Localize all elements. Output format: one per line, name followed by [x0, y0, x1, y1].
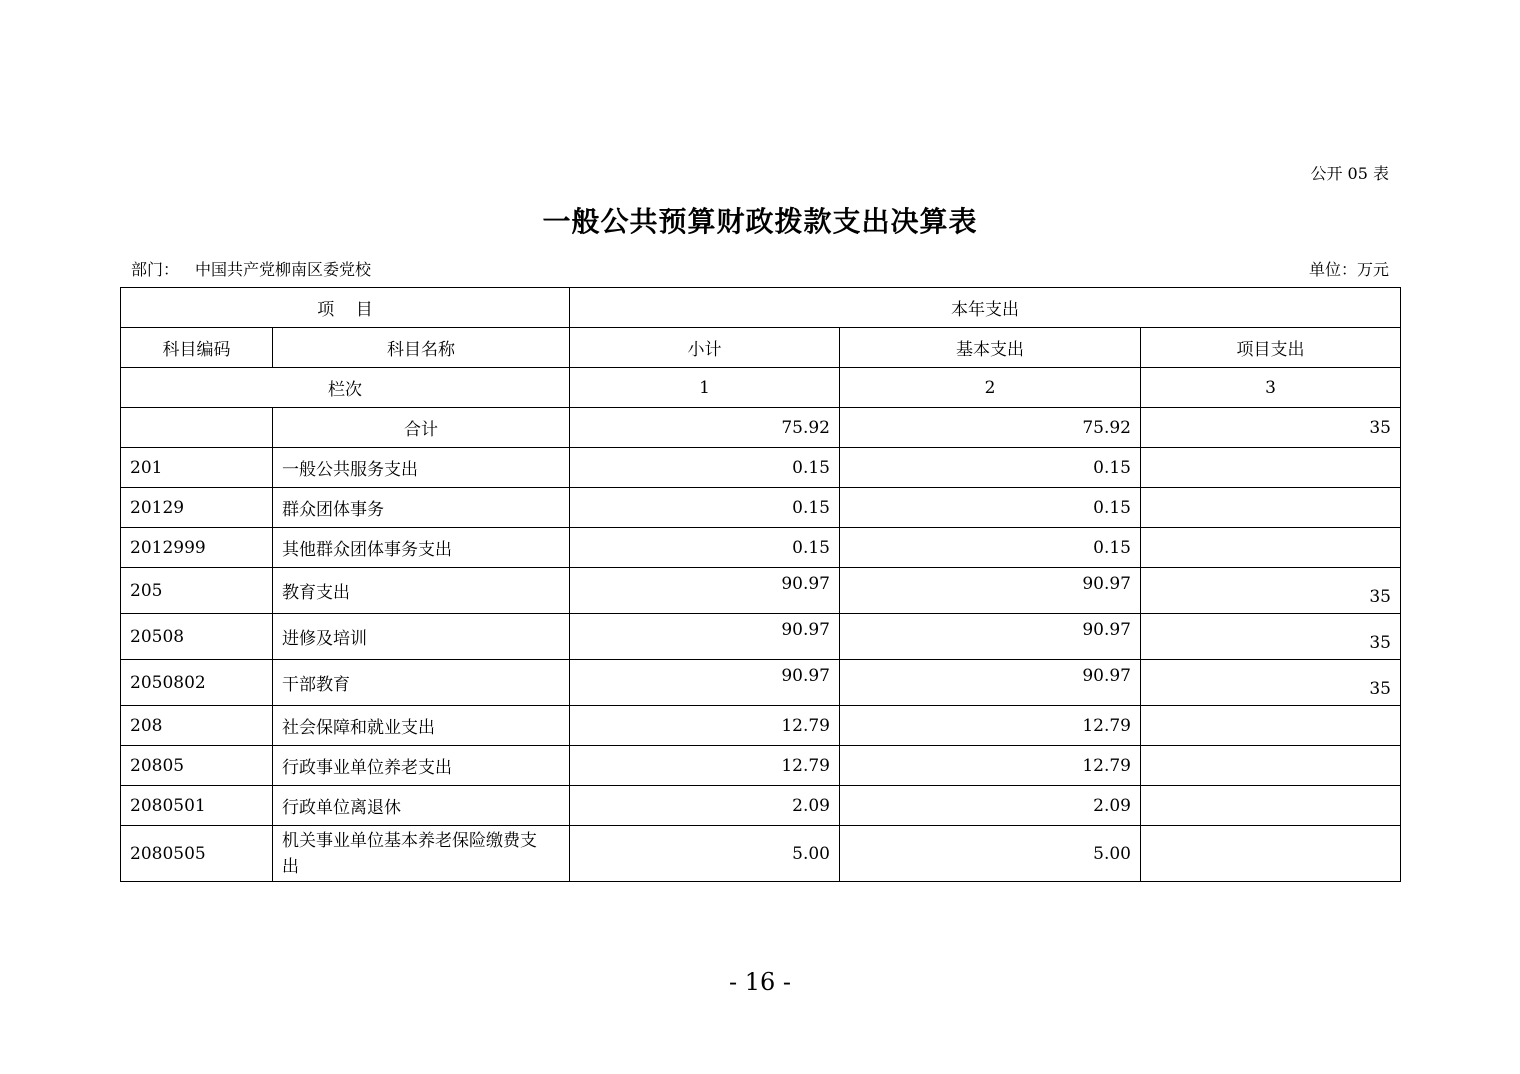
row-basic: 90.97 [840, 568, 1141, 614]
department [131, 257, 371, 280]
header-row-1 [121, 288, 1401, 328]
row-name: 一般公共服务支出 [273, 448, 570, 488]
row-code: 2050802 [121, 660, 273, 706]
column-number-3: 3 [1141, 368, 1401, 408]
header-subtotal: 小计 [570, 328, 840, 368]
column-number-2: 2 [840, 368, 1141, 408]
row-basic: 2.09 [840, 786, 1141, 826]
row-project: 35 [1141, 660, 1401, 706]
row-code: 208 [121, 706, 273, 746]
row-project [1141, 488, 1401, 528]
row-project [1141, 528, 1401, 568]
table-row [121, 706, 1401, 746]
row-code: 20129 [121, 488, 273, 528]
row-code: 2080501 [121, 786, 273, 826]
table-row [121, 488, 1401, 528]
row-project: 35 [1141, 614, 1401, 660]
row-basic: 12.79 [840, 746, 1141, 786]
unit-label: 单位：万元 [1308, 260, 1389, 279]
expenditure-table [120, 287, 1401, 882]
table-row [121, 660, 1401, 706]
row-subtotal: 0.15 [570, 528, 840, 568]
row-basic: 5.00 [840, 826, 1141, 882]
row-name: 教育支出 [273, 568, 570, 614]
header-year-expenditure: 本年支出 [570, 288, 1401, 328]
row-subtotal: 75.92 [570, 408, 840, 448]
header-code: 科目编码 [121, 328, 273, 368]
table-row [121, 528, 1401, 568]
table-row [121, 448, 1401, 488]
row-project: 35 [1141, 408, 1401, 448]
department-name: 中国共产党柳南区委党校 [195, 260, 372, 279]
row-subtotal: 90.97 [570, 568, 840, 614]
table-row-total [121, 408, 1401, 448]
row-subtotal: 90.97 [570, 614, 840, 660]
row-subtotal: 5.00 [570, 826, 840, 882]
row-name: 机关事业单位基本养老保险缴费支出 [273, 826, 570, 882]
row-basic: 0.15 [840, 488, 1141, 528]
page-number: - 16 - [728, 968, 791, 996]
row-basic: 75.92 [840, 408, 1141, 448]
row-basic: 0.15 [840, 528, 1141, 568]
table-row [121, 568, 1401, 614]
row-project [1141, 786, 1401, 826]
row-name: 社会保障和就业支出 [273, 706, 570, 746]
table-row [121, 826, 1401, 882]
header-project: 项目支出 [1141, 328, 1401, 368]
column-number-label: 栏次 [121, 368, 570, 408]
row-basic: 90.97 [840, 660, 1141, 706]
header-name: 科目名称 [273, 328, 570, 368]
row-project [1141, 746, 1401, 786]
row-basic: 90.97 [840, 614, 1141, 660]
form-number: 公开 05 表 [1310, 164, 1389, 183]
row-name: 其他群众团体事务支出 [273, 528, 570, 568]
row-code: 20805 [121, 746, 273, 786]
header-item: 项 目 [121, 288, 570, 328]
row-subtotal: 0.15 [570, 448, 840, 488]
row-code: 2080505 [121, 826, 273, 882]
row-project: 35 [1141, 568, 1401, 614]
department-label: 部门： [131, 260, 180, 279]
row-name: 进修及培训 [273, 614, 570, 660]
row-subtotal: 0.15 [570, 488, 840, 528]
table-row [121, 614, 1401, 660]
table-row [121, 786, 1401, 826]
page-title: 一般公共预算财政拨款支出决算表 [542, 205, 978, 238]
row-code [121, 408, 273, 448]
column-number-row [121, 368, 1401, 408]
row-code: 2012999 [121, 528, 273, 568]
row-subtotal: 2.09 [570, 786, 840, 826]
table-row [121, 746, 1401, 786]
column-number-1: 1 [570, 368, 840, 408]
row-project [1141, 706, 1401, 746]
row-name: 行政事业单位养老支出 [273, 746, 570, 786]
header-row-2 [121, 328, 1401, 368]
row-name: 合计 [273, 408, 570, 448]
row-code: 201 [121, 448, 273, 488]
row-project [1141, 448, 1401, 488]
row-basic: 12.79 [840, 706, 1141, 746]
row-name: 行政单位离退休 [273, 786, 570, 826]
row-subtotal: 12.79 [570, 706, 840, 746]
header-basic: 基本支出 [840, 328, 1141, 368]
row-basic: 0.15 [840, 448, 1141, 488]
row-name: 群众团体事务 [273, 488, 570, 528]
row-subtotal: 12.79 [570, 746, 840, 786]
row-code: 205 [121, 568, 273, 614]
row-name: 干部教育 [273, 660, 570, 706]
row-project [1141, 826, 1401, 882]
row-code: 20508 [121, 614, 273, 660]
row-subtotal: 90.97 [570, 660, 840, 706]
